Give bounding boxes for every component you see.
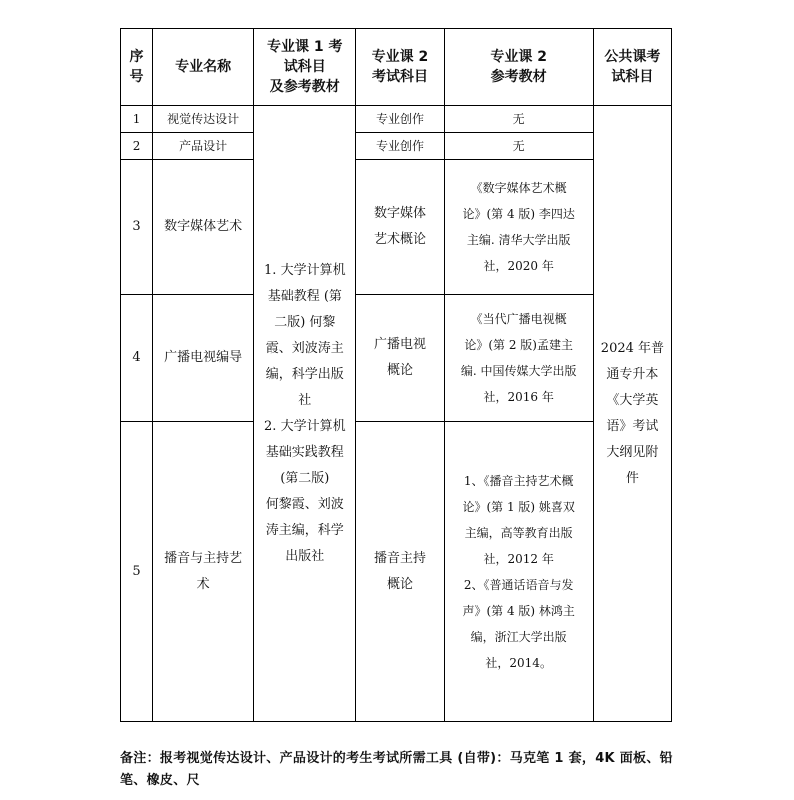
row-book2: 1、《播音主持艺术概 论》(第 1 版) 姚喜双 主编，高等教育出版 社，2012 年 2、《普通话语音与发 声》(第 4 版) 林鸿主 编，浙江大学出版 社，2014。 [444,422,593,722]
table-row [121,295,672,422]
exam-subjects-table [120,28,672,722]
row-no: 1 [121,106,153,133]
header-row [121,29,672,106]
row-book2: 无 [444,133,593,160]
row-major: 视觉传达设计 [153,106,254,133]
header-public-course: 公共课考 试科目 [593,29,671,106]
row-subject2: 播音主持 概论 [356,422,444,722]
row-subject2: 专业创作 [356,106,444,133]
row-no: 2 [121,133,153,160]
header-no: 序 号 [121,29,153,106]
row-major: 产品设计 [153,133,254,160]
table-row [121,422,672,722]
row-book2: 《数字媒体艺术概 论》(第 4 版) 李四达 主编. 清华大学出版 社，2020 年 [444,160,593,295]
header-course2-subject: 专业课 2 考试科目 [356,29,444,106]
row-major: 广播电视编导 [153,295,254,422]
header-major: 专业名称 [153,29,254,106]
table-row [121,160,672,295]
header-course1: 专业课 1 考 试科目 及参考教材 [254,29,356,106]
row-no: 5 [121,422,153,722]
row-major: 数字媒体艺术 [153,160,254,295]
row-subject2: 数字媒体 艺术概论 [356,160,444,295]
row-book2: 无 [444,106,593,133]
table-row [121,106,672,133]
row-book2: 《当代广播电视概 论》(第 2 版)孟建主 编. 中国传媒大学出版 社，2016 年 [444,295,593,422]
row-no: 4 [121,295,153,422]
table-row [121,133,672,160]
header-course2-material: 专业课 2 参考教材 [444,29,593,106]
row-no: 3 [121,160,153,295]
course1-material: 1. 大学计算机 基础教程 (第 二版) 何黎 霞、刘波涛主 编，科学出版 社 2. 大学计算机 基础实践教程 (第二版) 何黎霞、刘波 涛主编，科学 出版社 [254,106,356,722]
row-subject2: 广播电视 概论 [356,295,444,422]
row-subject2: 专业创作 [356,133,444,160]
row-major: 播音与主持艺 术 [153,422,254,722]
footnote: 备注：报考视觉传达设计、产品设计的考生考试所需工具 (自带)：马克笔 1 套，4K 面板、铅笔、橡皮、尺 [120,751,673,788]
public-course: 2024 年普 通专升本 《大学英 语》考试 大纲见附 件 [593,106,671,722]
